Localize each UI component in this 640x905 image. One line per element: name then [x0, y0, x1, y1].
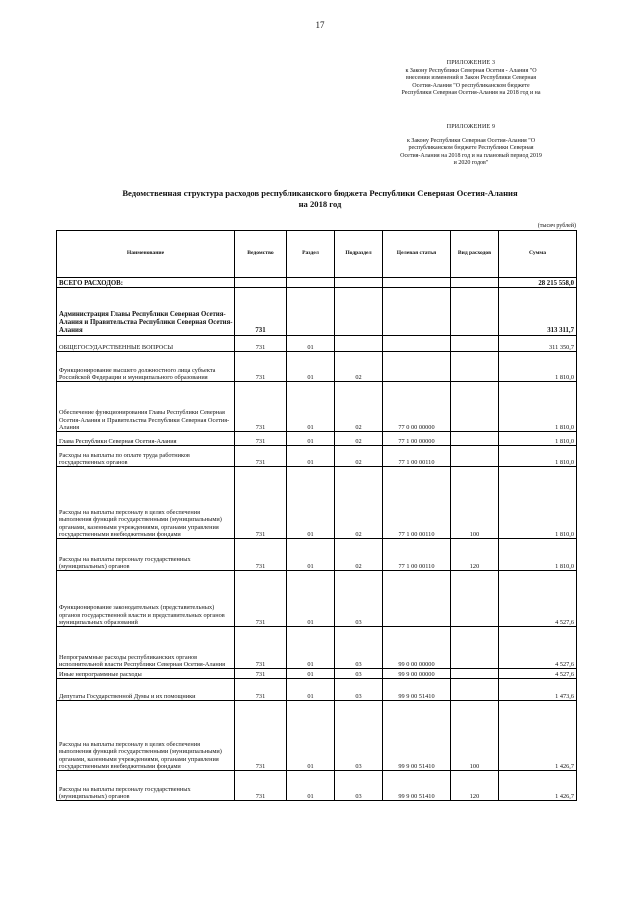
- table-row: [57, 288, 577, 336]
- col-header-dept: Ведомство: [235, 231, 287, 278]
- table-row: [57, 701, 577, 771]
- table-row-total: [57, 278, 577, 288]
- cell-name: Депутаты Государственной Думы и их помощники: [57, 679, 235, 701]
- col-header-target: Целевая статья: [383, 231, 451, 278]
- cell-name: ОБЩЕГОСУДАРСТВЕННЫЕ ВОПРОСЫ: [57, 336, 235, 352]
- cell-type: [451, 679, 499, 701]
- col-header-subsection: Подраздел: [335, 231, 383, 278]
- cell-sum: 4 527,6: [499, 571, 577, 627]
- cell-sum: 1 810,0: [499, 382, 577, 432]
- cell-type: [451, 382, 499, 432]
- cell-subsection: [335, 336, 383, 352]
- cell-name: Функционирование высшего должностного лица субъекта Российской Федерации и муниципального образования: [57, 352, 235, 382]
- appendix-9-line: к Закону Республики Северная Осетия-Алания "О: [406, 137, 536, 144]
- cell-section: 01: [287, 467, 335, 539]
- document-title: [70, 188, 570, 210]
- cell-dept: 731: [235, 771, 287, 801]
- cell-dept: 731: [235, 701, 287, 771]
- cell-name: Расходы на выплаты персоналу государственных (муниципальных) органов: [57, 539, 235, 571]
- cell-name: ВСЕГО РАСХОДОВ:: [57, 278, 235, 288]
- cell-sum: 28 215 558,0: [499, 278, 577, 288]
- col-header-type: Вид расходов: [451, 231, 499, 278]
- table-row: [57, 467, 577, 539]
- cell-section: 01: [287, 571, 335, 627]
- appendix-9-block: [366, 124, 576, 168]
- cell-type: 100: [451, 701, 499, 771]
- cell-section: 01: [287, 679, 335, 701]
- cell-name: Функционирование законодательных (представительных) органов государственной власти и представительных органов муниципальных образований: [57, 571, 235, 627]
- cell-name: Расходы на выплаты персоналу государственных (муниципальных) органов: [57, 771, 235, 801]
- cell-dept: 731: [235, 571, 287, 627]
- cell-dept: 731: [235, 679, 287, 701]
- cell-name: Администрация Главы Республики Северная Осетия-Алания и Правительства Республики Северная Осетия-Алания: [57, 288, 235, 336]
- cell-subsection: 02: [335, 467, 383, 539]
- cell-name: Расходы на выплаты персоналу в целях обеспечения выполнения функций государственными (муниципальными) органами, казенными учреждениями, органами управления государственными внебюджетными фондами: [57, 467, 235, 539]
- cell-section: 01: [287, 446, 335, 467]
- cell-sum: 313 311,7: [499, 288, 577, 336]
- cell-sum: 1 473,6: [499, 679, 577, 701]
- cell-target: 77 1 00 00110: [383, 446, 451, 467]
- cell-subsection: [335, 288, 383, 336]
- appendix-3-line: внесении изменений в Закон Республики Северная: [405, 75, 537, 82]
- table-row: [57, 539, 577, 571]
- cell-target: [383, 278, 451, 288]
- cell-type: [451, 278, 499, 288]
- cell-section: 01: [287, 627, 335, 669]
- cell-section: 01: [287, 336, 335, 352]
- cell-dept: 731: [235, 352, 287, 382]
- cell-section: 01: [287, 669, 335, 679]
- page-number: 17: [315, 20, 325, 30]
- cell-section: 01: [287, 771, 335, 801]
- cell-target: 77 1 00 00110: [383, 467, 451, 539]
- cell-target: 99 9 00 51410: [383, 771, 451, 801]
- appendix-3-line: к Закону Республики Северная Осетия - Алания "О: [405, 67, 537, 74]
- cell-section: [287, 278, 335, 288]
- cell-type: 100: [451, 467, 499, 539]
- cell-target: 99 9 00 51410: [383, 701, 451, 771]
- cell-target: [383, 352, 451, 382]
- cell-sum: 4 527,6: [499, 627, 577, 669]
- col-header-section: Раздел: [287, 231, 335, 278]
- cell-sum: 4 527,6: [499, 669, 577, 679]
- appendix-3-block: [366, 60, 576, 98]
- cell-subsection: 03: [335, 669, 383, 679]
- table-row: [57, 669, 577, 679]
- cell-dept: 731: [235, 669, 287, 679]
- units-note: (тысяч рублей): [537, 223, 576, 229]
- cell-dept: 731: [235, 446, 287, 467]
- cell-subsection: 02: [335, 446, 383, 467]
- cell-dept: 731: [235, 336, 287, 352]
- title-line-2: на 2018 год: [298, 199, 342, 209]
- cell-type: [451, 432, 499, 446]
- cell-name: Иные непрограммные расходы: [57, 669, 235, 679]
- cell-type: 120: [451, 539, 499, 571]
- cell-type: [451, 288, 499, 336]
- cell-name: Расходы на выплаты по оплате труда работников государственных органов: [57, 446, 235, 467]
- cell-type: 120: [451, 771, 499, 801]
- cell-section: 01: [287, 432, 335, 446]
- appendix-3-line: Республики Северная Осетия-Алания на 2018 год и на: [401, 90, 541, 97]
- cell-sum: 311 350,7: [499, 336, 577, 352]
- col-header-name: Наименование: [57, 231, 235, 278]
- cell-target: [383, 288, 451, 336]
- cell-target: 77 1 00 00000: [383, 432, 451, 446]
- cell-section: 01: [287, 352, 335, 382]
- cell-name: Глава Республики Северная Осетия-Алания: [57, 432, 235, 446]
- table-row: [57, 336, 577, 352]
- table-row: [57, 627, 577, 669]
- cell-sum: 1 810,0: [499, 446, 577, 467]
- table-row: [57, 679, 577, 701]
- cell-name: Непрограммные расходы республиканских органов исполнительной власти Республики Северная Осетия-Алания: [57, 627, 235, 669]
- appendix-3-heading: ПРИЛОЖЕНИЕ 3: [446, 60, 496, 66]
- cell-dept: 731: [235, 627, 287, 669]
- cell-subsection: 02: [335, 352, 383, 382]
- cell-section: 01: [287, 539, 335, 571]
- cell-name: Обеспечение функционирования Главы Республики Северная Осетия-Алания и Правительства Республики Северная Осетия-Алания: [57, 382, 235, 432]
- cell-subsection: 02: [335, 382, 383, 432]
- budget-table: [56, 230, 577, 801]
- cell-type: [451, 627, 499, 669]
- title-line-1: Ведомственная структура расходов республиканского бюджета Республики Северная Осетия-Алания: [122, 188, 518, 198]
- cell-target: [383, 336, 451, 352]
- cell-subsection: 03: [335, 679, 383, 701]
- appendix-9-line: и 2020 годов": [453, 160, 489, 167]
- cell-target: 99 9 00 51410: [383, 679, 451, 701]
- cell-target: 99 9 00 00000: [383, 669, 451, 679]
- cell-subsection: 03: [335, 701, 383, 771]
- cell-sum: 1 810,0: [499, 432, 577, 446]
- cell-dept: 731: [235, 288, 287, 336]
- cell-subsection: 03: [335, 571, 383, 627]
- cell-dept: 731: [235, 432, 287, 446]
- col-header-sum: Сумма: [499, 231, 577, 278]
- cell-section: [287, 288, 335, 336]
- cell-subsection: 03: [335, 627, 383, 669]
- appendix-3-line: Осетия-Алания "О республиканском бюджете: [412, 82, 530, 89]
- cell-subsection: [335, 278, 383, 288]
- cell-dept: 731: [235, 539, 287, 571]
- cell-sum: 1 426,7: [499, 701, 577, 771]
- cell-type: [451, 336, 499, 352]
- cell-sum: 1 426,7: [499, 771, 577, 801]
- table-row: [57, 432, 577, 446]
- cell-subsection: 02: [335, 432, 383, 446]
- cell-section: 01: [287, 701, 335, 771]
- cell-type: [451, 571, 499, 627]
- cell-dept: [235, 278, 287, 288]
- appendix-9-line: республиканском бюджете Республики Северная: [408, 145, 534, 152]
- cell-target: 77 0 00 00000: [383, 382, 451, 432]
- table-row: [57, 771, 577, 801]
- cell-section: 01: [287, 382, 335, 432]
- appendix-9-heading: ПРИЛОЖЕНИЕ 9: [446, 124, 496, 130]
- cell-subsection: 02: [335, 539, 383, 571]
- cell-type: [451, 446, 499, 467]
- cell-dept: 731: [235, 382, 287, 432]
- cell-sum: 1 810,0: [499, 352, 577, 382]
- table-row: [57, 446, 577, 467]
- table-row: [57, 382, 577, 432]
- cell-type: [451, 669, 499, 679]
- cell-type: [451, 352, 499, 382]
- cell-subsection: 03: [335, 771, 383, 801]
- table-row: [57, 352, 577, 382]
- appendix-9-line: Осетия-Алания на 2018 год и на плановый период 2019: [400, 152, 542, 159]
- table-row: [57, 571, 577, 627]
- cell-target: [383, 571, 451, 627]
- cell-sum: 1 810,0: [499, 539, 577, 571]
- cell-target: 77 1 00 00110: [383, 539, 451, 571]
- cell-name: Расходы на выплаты персоналу в целях обеспечения выполнения функций государственными (муниципальными) органами, казенными учреждениями, органами управления государственными внебюджетными фондами: [57, 701, 235, 771]
- cell-dept: 731: [235, 467, 287, 539]
- cell-target: 99 0 00 00000: [383, 627, 451, 669]
- cell-sum: 1 810,0: [499, 467, 577, 539]
- table-header-row: [57, 231, 577, 278]
